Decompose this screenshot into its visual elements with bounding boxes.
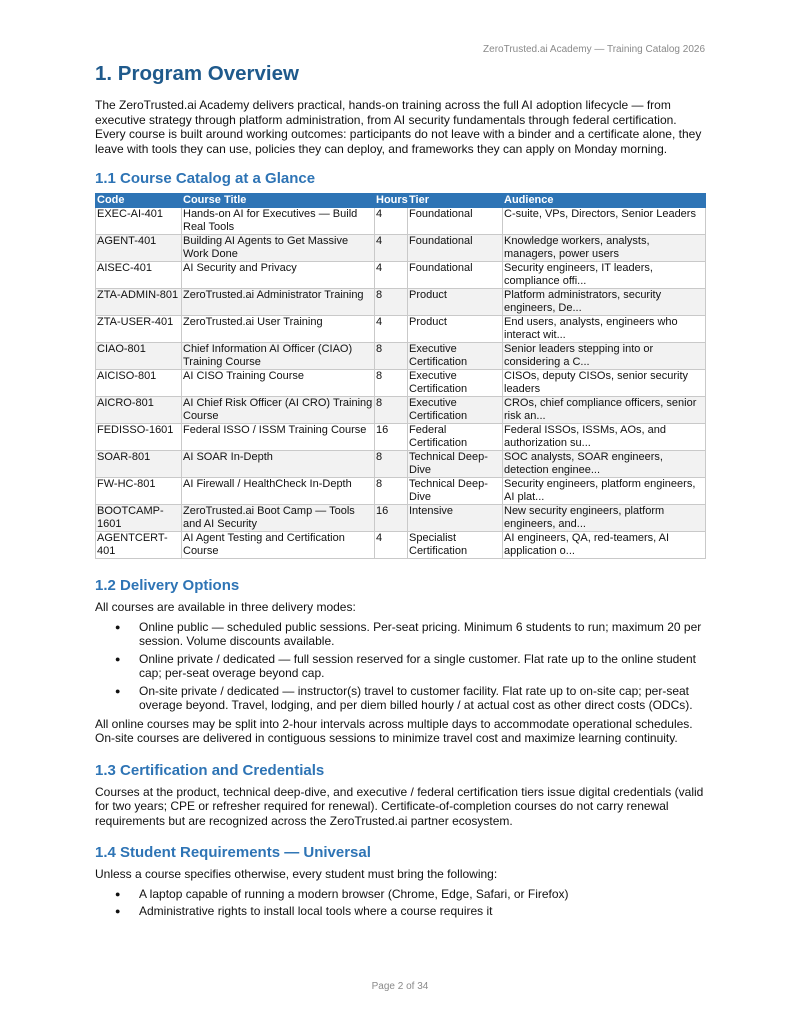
certification-heading: 1.3 Certification and Credentials — [95, 761, 325, 779]
table-cell: AI SOAR In-Depth — [182, 451, 375, 478]
delivery-note: All online courses may be split into 2-hour intervals across multiple days to accommodate operational schedules. On-site courses are delivered in contiguous sessions to minimize travel cost and maximize learning continuity. — [95, 716, 693, 745]
table-cell: Foundational — [408, 262, 503, 289]
table-row — [96, 532, 706, 559]
table-row — [96, 262, 706, 289]
table-cell: AICRO-801 — [96, 397, 182, 424]
delivery-list — [95, 620, 705, 713]
table-cell: ZTA-ADMIN-801 — [96, 289, 182, 316]
table-cell: Federal ISSO / ISSM Training Course — [182, 424, 375, 451]
table-cell: 4 — [375, 532, 408, 559]
catalog-heading: 1.1 Course Catalog at a Glance — [95, 170, 316, 187]
table-cell: Product — [408, 316, 503, 343]
table-cell: CISOs, deputy CISOs, senior security leaders — [503, 370, 706, 397]
intro-paragraph: The ZeroTrusted.ai Academy delivers practical, hands-on training across the full AI adoption lifecycle — from executive strategy through platform administration, from AI security fundamentals through federal certification. Every course is built around working outcomes: participants do not leave with a binder and a certificate alone, they leave with tools they can use, policies they can deploy, and frameworks they can apply on Monday morning. — [95, 98, 702, 156]
table-cell: 4 — [375, 208, 408, 235]
table-row — [96, 478, 706, 505]
table-cell: 8 — [375, 343, 408, 370]
table-cell: AI Chief Risk Officer (AI CRO) Training Course — [182, 397, 375, 424]
table-cell: 16 — [375, 424, 408, 451]
table-cell: Senior leaders stepping into or considering a C... — [503, 343, 706, 370]
table-row — [96, 370, 706, 397]
table-cell: Federal Certification — [408, 424, 503, 451]
column-header: Audience — [503, 194, 706, 208]
table-cell: ZeroTrusted.ai Administrator Training — [182, 289, 375, 316]
table-cell: Product — [408, 289, 503, 316]
table-cell: ZTA-USER-401 — [96, 316, 182, 343]
table-cell: AI Security and Privacy — [182, 262, 375, 289]
table-row — [96, 343, 706, 370]
table-cell: SOAR-801 — [96, 451, 182, 478]
table-cell: ZeroTrusted.ai User Training — [182, 316, 375, 343]
table-cell: Security engineers, IT leaders, compliance offi... — [503, 262, 706, 289]
table-cell: 16 — [375, 505, 408, 532]
table-row — [96, 235, 706, 262]
table-cell: Intensive — [408, 505, 503, 532]
table-cell: FEDISSO-1601 — [96, 424, 182, 451]
table-cell: Chief Information AI Officer (CIAO) Training Course — [182, 343, 375, 370]
table-row — [96, 424, 706, 451]
table-cell: Executive Certification — [408, 397, 503, 424]
table-cell: Foundational — [408, 235, 503, 262]
table-cell: AI CISO Training Course — [182, 370, 375, 397]
table-cell: 4 — [375, 235, 408, 262]
table-cell: AI Firewall / HealthCheck In-Depth — [182, 478, 375, 505]
requirements-list — [95, 887, 705, 919]
page-title: 1. Program Overview — [95, 62, 299, 85]
table-cell: Technical Deep-Dive — [408, 451, 503, 478]
table-cell: 8 — [375, 478, 408, 505]
table-cell: SOC analysts, SOAR engineers, detection enginee... — [503, 451, 706, 478]
table-cell: AISEC-401 — [96, 262, 182, 289]
table-cell: New security engineers, platform engineers, and... — [503, 505, 706, 532]
page-content — [95, 58, 705, 935]
table-body — [96, 208, 706, 559]
delivery-heading: 1.2 Delivery Options — [95, 577, 240, 594]
table-cell: 4 — [375, 316, 408, 343]
table-cell: Hands-on AI for Executives — Build Real Tools — [182, 208, 375, 235]
table-row — [96, 208, 706, 235]
table-cell: EXEC-AI-401 — [96, 208, 182, 235]
table-cell: 8 — [375, 451, 408, 478]
table-cell: Executive Certification — [408, 370, 503, 397]
column-header: Tier — [408, 194, 503, 208]
delivery-lead: All courses are available in three delivery modes: — [95, 600, 356, 614]
certification-body: Courses at the product, technical deep-dive, and executive / federal certification tiers issue digital credentials (valid for two years; CPE or refresher required for renewal). Certificate-of-completion courses do not carry renewal requirements but are recognized across the ZeroTrusted.ai partner ecosystem. — [95, 784, 704, 828]
column-header: Code — [96, 194, 182, 208]
running-header: ZeroTrusted.ai Academy — Training Catalog 2026 — [483, 44, 705, 55]
list-item: ● Online public — scheduled public sessions. Per-seat pricing. Minimum 6 students to run; maximum 20 per session. Volume discounts available. — [139, 620, 705, 649]
table-cell: AI Agent Testing and Certification Course — [182, 532, 375, 559]
table-cell: ZeroTrusted.ai Boot Camp — Tools and AI Security — [182, 505, 375, 532]
table-cell: Technical Deep-Dive — [408, 478, 503, 505]
table-cell: BOOTCAMP-1601 — [96, 505, 182, 532]
table-cell: AI engineers, QA, red-teamers, AI application o... — [503, 532, 706, 559]
table-cell: AGENT-401 — [96, 235, 182, 262]
table-cell: C-suite, VPs, Directors, Senior Leaders — [503, 208, 706, 235]
list-item: ● Administrative rights to install local tools where a course requires it — [139, 904, 705, 919]
table-row — [96, 316, 706, 343]
table-cell: AGENTCERT-401 — [96, 532, 182, 559]
table-cell: AICISO-801 — [96, 370, 182, 397]
list-item: ● On-site private / dedicated — instructor(s) travel to customer facility. Flat rate up to on-site cap; per-seat overage beyond. Travel, lodging, and per diem billed hourly / at actual cost as other direct costs (ODCs). — [139, 684, 705, 713]
table-cell: FW-HC-801 — [96, 478, 182, 505]
table-cell: 4 — [375, 262, 408, 289]
table-cell: Building AI Agents to Get Massive Work Done — [182, 235, 375, 262]
table-cell: End users, analysts, engineers who interact wit... — [503, 316, 706, 343]
table-cell: Specialist Certification — [408, 532, 503, 559]
table-cell: CIAO-801 — [96, 343, 182, 370]
table-cell: CROs, chief compliance officers, senior risk an... — [503, 397, 706, 424]
list-item: ● Online private / dedicated — full session reserved for a single customer. Flat rate up to the online student cap; per-seat overage beyond cap. — [139, 652, 705, 681]
table-cell: Federal ISSOs, ISSMs, AOs, and authorization su... — [503, 424, 706, 451]
table-header-row — [96, 194, 706, 208]
column-header: Hours — [376, 194, 408, 206]
requirements-lead: Unless a course specifies otherwise, every student must bring the following: — [95, 867, 498, 881]
column-header: Course Title — [182, 194, 375, 208]
table-cell: Knowledge workers, analysts, managers, power users — [503, 235, 706, 262]
table-cell: 8 — [375, 289, 408, 316]
table-cell: 8 — [375, 370, 408, 397]
table-cell: Security engineers, platform engineers, AI plat... — [503, 478, 706, 505]
table-row — [96, 289, 706, 316]
list-item: ● A laptop capable of running a modern browser (Chrome, Edge, Safari, or Firefox) — [139, 887, 705, 902]
page-footer: Page 2 of 34 — [371, 981, 429, 992]
table-cell: Executive Certification — [408, 343, 503, 370]
table-row — [96, 451, 706, 478]
requirements-heading: 1.4 Student Requirements — Universal — [95, 844, 371, 861]
course-catalog-table — [95, 193, 706, 559]
table-cell: Foundational — [408, 208, 503, 235]
table-row — [96, 505, 706, 532]
table-cell: Platform administrators, security engineers, De... — [503, 289, 706, 316]
table-cell: 8 — [375, 397, 408, 424]
table-row — [96, 397, 706, 424]
